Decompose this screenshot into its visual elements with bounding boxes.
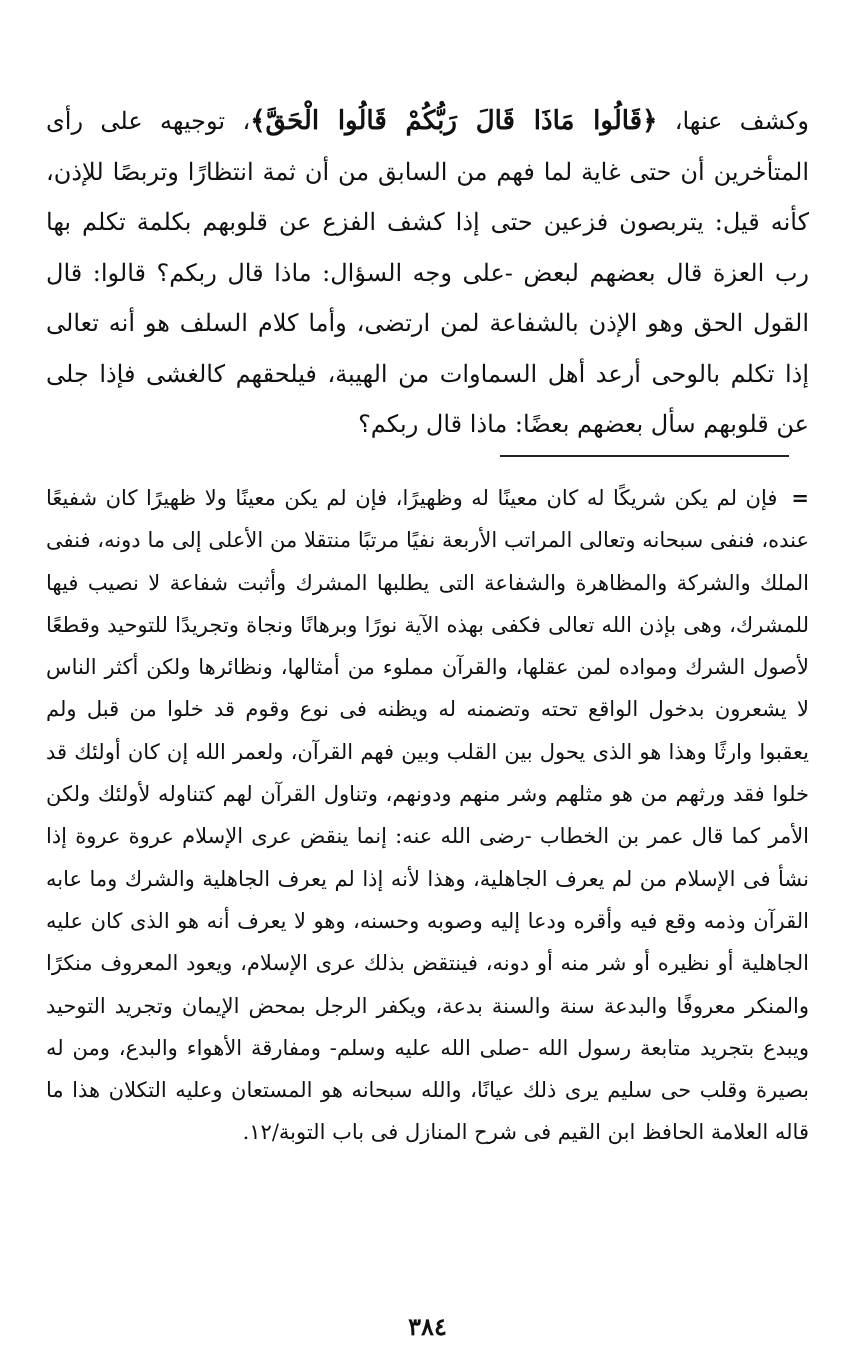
footnote-body: فإن لم يكن شريكًا له كان معينًا له وظهيرًا، فإن لم يكن معينًا ولا ظهيرًا كان شفيعًا عنده، فنفى سبحانه وتعالى المراتب الأربعة نفيًا مرتبًا منتقلا من الأعلى إلى ما دونه، فنفى الملك والشركة والمظاهرة والشفاعة التى يطلبها المشرك وأثبت شفاعة لا نصيب فيها للمشرك، وهى بإذن الله تعالى فكفى بهذه الآية نورًا وبرهانًا ونجاة وتجريدًا للتوحيد وقطعًا لأصول الشرك ومواده لمن عقلها، والقرآن مملوء من أمثالها، ونظائرها ولكن أكثر الناس لا يشعرون بدخول الواقع تحته وتضمنه له ويظنه فى نوع وقوم قد خلوا من قبل ولم يعقبوا وارثًا وهذا هو الذى يحول بين القلب وبين فهم القرآن، ولعمر الله إن كان أولئك قد خلوا فقد ورثهم من هو مثلهم وشر منهم ودونهم، وتناول القرآن لهم كتناوله لأولئك ولكن الأمر كما قال عمر بن الخطاب -رضى الله عنه: إنما ينقض عرى الإسلام عروة عروة إذا نشأ فى الإسلام من لم يعرف الجاهلية، وهذا لأنه إذا لم يعرف الجاهلية والشرك وما عابه القرآن وذمه وقع فيه وأقره ودعا إليه وصوبه وحسنه، وهو لا يعرف أنه هو الذى كان عليه الجاهلية أو نظيره أو شر منه أو دونه، فينتقض بذلك عرى الإسلام، ويعود المعروف منكرًا والمنكر معروفًا والبدعة سنة والسنة بدعة، ويكفر الرجل بمحض الإيمان وتجريد التوحيد ويبدع بتجريد متابعة رسول الله -صلى الله عليه وسلم- ومفارقة الأهواء والبدع، ومن له بصيرة وقلب حى سليم يرى ذلك عيانًا، والله سبحانه هو المستعان وعليه التكلان هذا ما قاله العلامة الحافظ ابن القيم فى شرح المنازل فى باب التوبة/١٢. xyxy=(46,486,809,1145)
page-number: ٣٨٤ xyxy=(408,1312,447,1341)
main-paragraph xyxy=(46,96,809,450)
footnote-text xyxy=(46,477,809,1154)
footnote-separator xyxy=(500,455,789,457)
footnote xyxy=(46,477,809,1154)
footnote-continuation-mark: = xyxy=(791,485,809,510)
quran-verse: ﴿قَالُوا مَاذَا قَالَ رَبُّكُمْ قَالُوا الْحَقَّ﴾ xyxy=(250,106,658,136)
main-intro: وكشف عنها، xyxy=(657,107,810,135)
main-paragraph-text xyxy=(46,96,809,450)
main-body: ، توجيهه على رأى المتأخرين أن حتى غاية لما فهم من السابق من أن ثمة انتظارًا وتربصًا للإذن، كأنه قيل: يتربصون فزعين حتى إذا كشف الفزع عن قلوبهم بكلمة تكلم بها رب العزة قال بعضهم لبعض -على وجه السؤال: ماذا قال ربكم؟ قالوا: قال القول الحق وهو الإذن بالشفاعة لمن ارتضى، وأما كلام السلف هو أنه تعالى إذا تكلم بالوحى أرعد أهل السماوات من الهيبة، فيلحقهم كالغشى فإذا جلى عن قلوبهم سأل بعضهم بعضًا: ماذا قال ربكم؟ xyxy=(46,107,810,438)
